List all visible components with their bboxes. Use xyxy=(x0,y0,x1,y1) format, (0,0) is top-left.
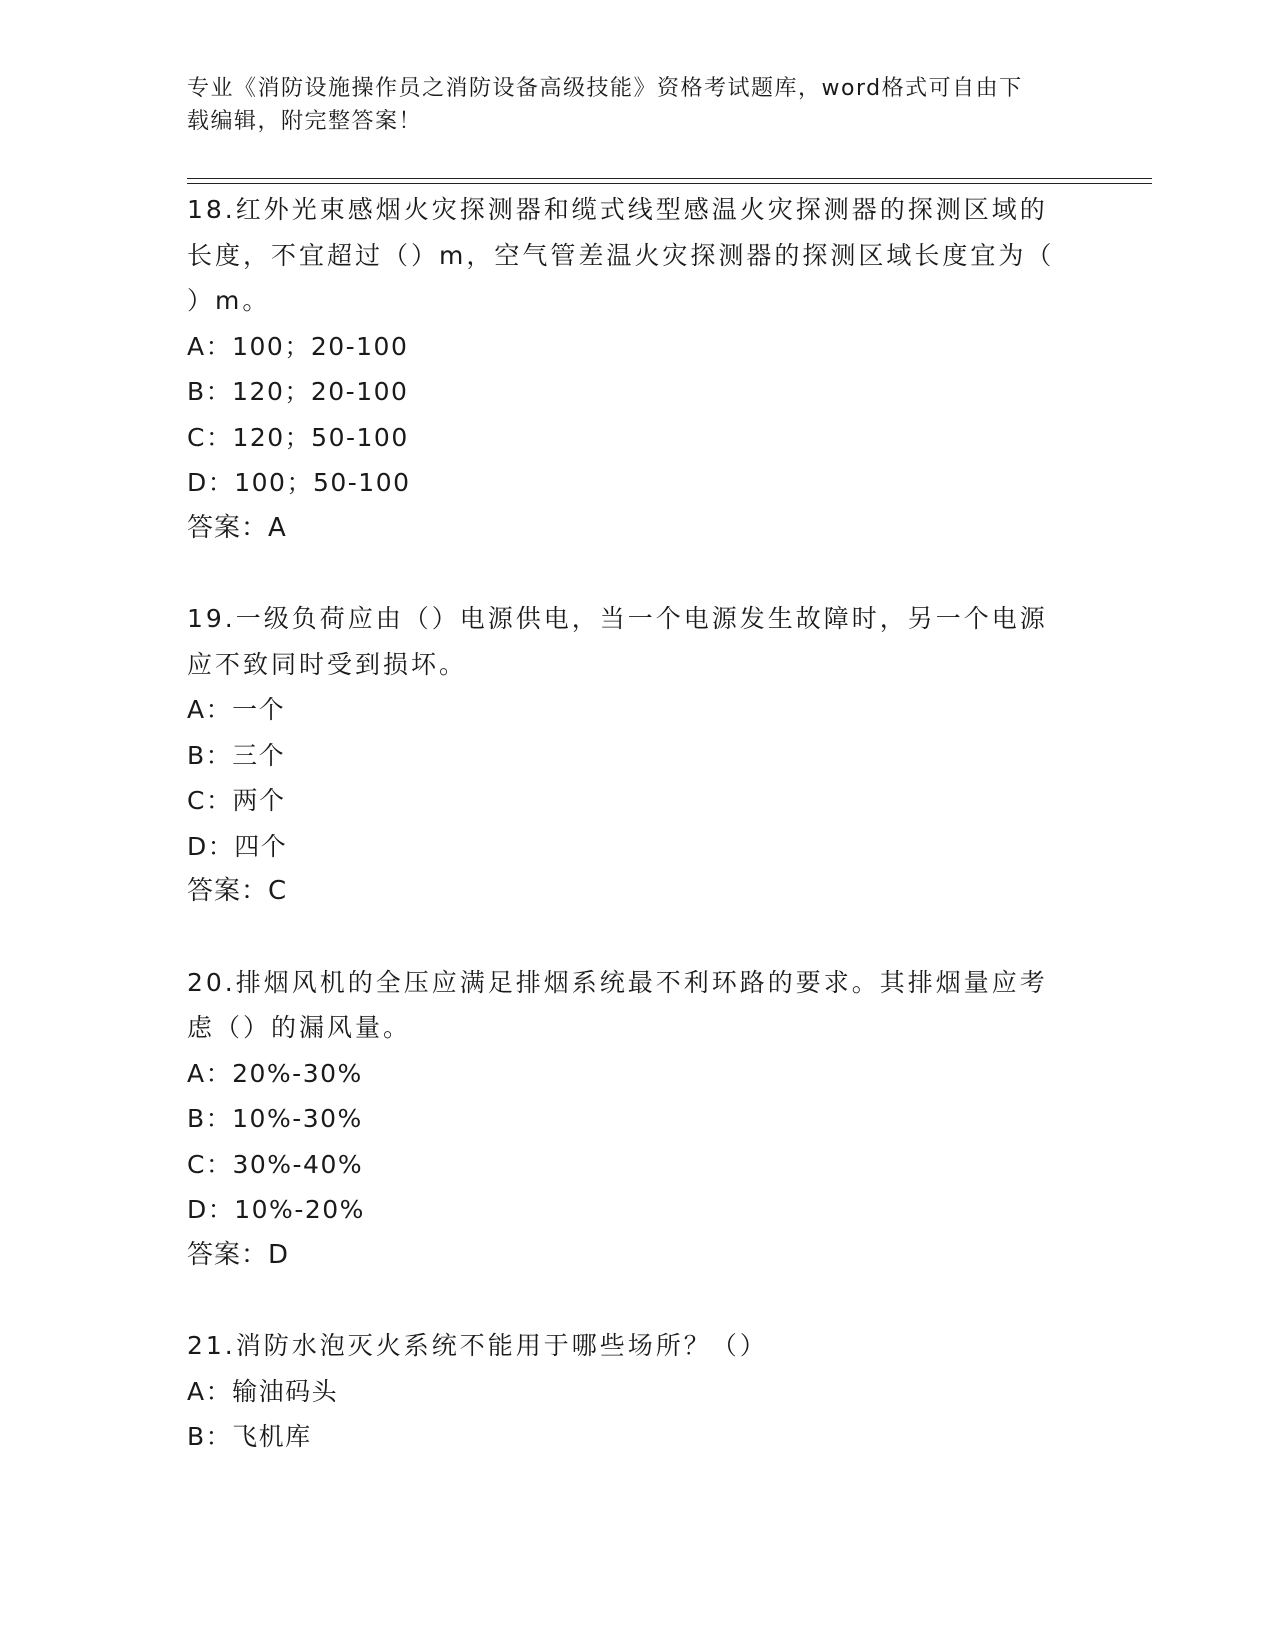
question-stem-line: 长度，不宜超过（）m，空气管差温火灾探测器的探测区域长度宜为（ xyxy=(187,240,1055,270)
question-stem-line: 21.消防水泡灭火系统不能用于哪些场所？（） xyxy=(187,1331,768,1360)
answer: 答案：C xyxy=(187,876,288,906)
question-stem-line: 20.排烟风机的全压应满足排烟系统最不利环路的要求。其排烟量应考 xyxy=(187,967,1048,997)
header-divider-top xyxy=(187,178,1152,179)
question-stem-line: ）m。 xyxy=(187,286,271,315)
option-a: A：一个 xyxy=(187,695,286,724)
option-b: B：三个 xyxy=(187,740,286,770)
header-line-2: 载编辑，附完整答案！ xyxy=(187,109,423,134)
question-stem-line: 19.一级负荷应由（）电源供电，当一个电源发生故障时，另一个电源 xyxy=(187,604,1048,633)
question-19 xyxy=(187,596,1087,915)
answer: 答案：D xyxy=(187,1239,290,1270)
option-a: A：20%-30% xyxy=(187,1058,363,1088)
option-c: C：120；50-100 xyxy=(187,422,409,452)
question-21 xyxy=(187,1323,1087,1460)
header-divider-bottom xyxy=(187,183,1152,184)
option-d: D：四个 xyxy=(187,831,288,861)
option-d: D：100；50-100 xyxy=(187,468,411,497)
question-stem-line: 应不致同时受到损坏。 xyxy=(187,649,468,679)
option-c: C：30%-40% xyxy=(187,1149,364,1179)
option-c: C：两个 xyxy=(187,786,286,815)
document-header xyxy=(187,72,1067,138)
question-list xyxy=(187,187,1087,1460)
option-a: A：输油码头 xyxy=(187,1376,339,1406)
question-stem-line: 18.红外光束感烟火灾探测器和缆式线型感温火灾探测器的探测区域的 xyxy=(187,195,1048,224)
question-18 xyxy=(187,187,1087,551)
option-b: B：飞机库 xyxy=(187,1422,312,1451)
question-stem-line: 虑（）的漏风量。 xyxy=(187,1013,412,1042)
header-line-1: 专业《消防设施操作员之消防设备高级技能》资格考试题库，word格式可自由下 xyxy=(187,76,1023,101)
question-stem xyxy=(187,1323,1087,1369)
option-d: D：10%-20% xyxy=(187,1195,365,1224)
question-stem xyxy=(187,187,1087,324)
answer: 答案：A xyxy=(187,512,287,543)
question-stem xyxy=(187,596,1087,687)
question-stem xyxy=(187,960,1087,1051)
option-a: A：100；20-100 xyxy=(187,331,409,361)
question-20 xyxy=(187,960,1087,1279)
option-b: B：120；20-100 xyxy=(187,377,409,406)
option-b: B：10%-30% xyxy=(187,1104,363,1133)
